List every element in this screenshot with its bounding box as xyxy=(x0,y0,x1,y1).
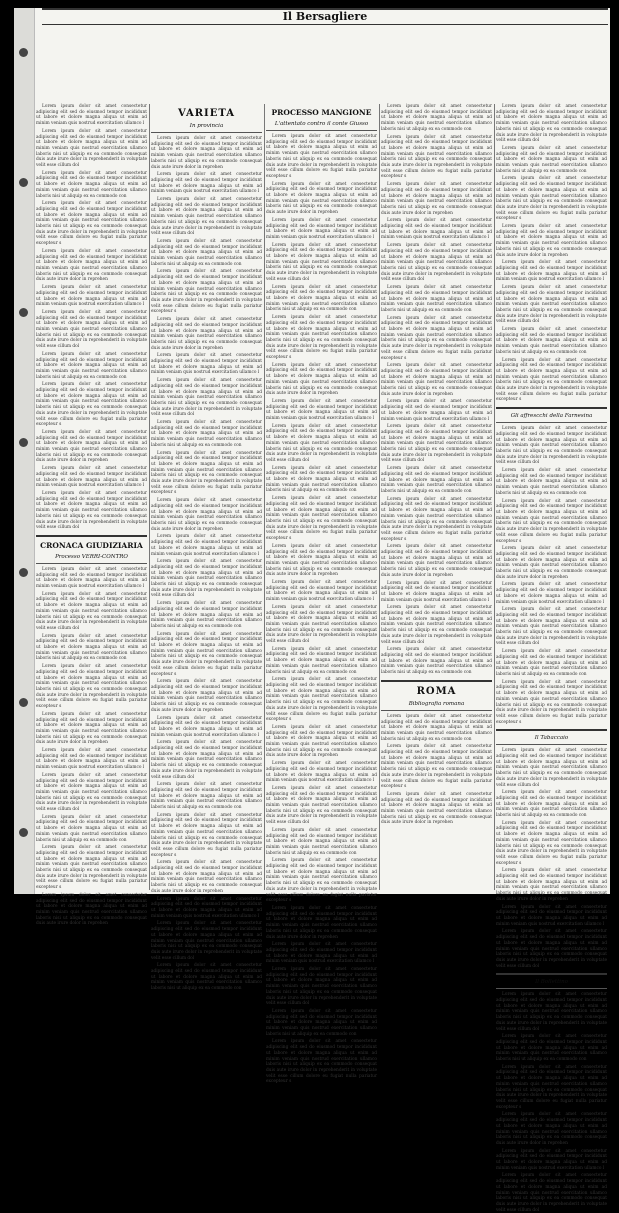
text-paragraph: Lorem ipsum dolor sit amet consectetur adipiscing elit sed do eiusmod tempor incididunt ut labore et dolore magna aliqua ut enim ad minim veniam quis nostrud exercitation ullamco laboris nisi ut aliquip ex ea commodo consequat duis aute irure dolor in reprehen xyxy=(151,679,262,713)
text-paragraph: Lorem ipsum dolor sit amet consectetur adipiscing elit sed do eiusmod tempor incididunt ut labore et dolore magna aliqua ut enim ad minim veniam quis nostrud exercitation ullamco laboris nisi ut aliquip ex ea commodo consequat duis aute irure dolor in reprehenderit in voluptate velit esse cillum dol xyxy=(36,491,147,531)
text-paragraph: Lorem ipsum dolor sit amet consectetur adipiscing elit sed do eiusmod tempor incididunt ut labore et dolore magna aliqua ut enim ad minim veniam quis nostrud exercitation ullamco laboris nisi ut aliquip ex ea commodo consequat duis aute irure dolor in reprehen xyxy=(36,248,147,283)
text-paragraph: Lorem ipsum dolor sit amet consectetur adipiscing elit sed do eiusmod tempor incididunt ut labore et dolore magna aliqua ut enim ad minim veniam quis nostrud exercitation ullamco laboris nisi ut aliquip ex ea commodo consequat duis aute irure dolor in reprehenderit in voluptate velit esse cillum dol xyxy=(151,378,262,418)
binding-hole xyxy=(19,828,28,837)
text-paragraph: Lorem ipsum dolor sit amet consectetur adipiscing elit sed do eiusmod tempor incididunt ut labore et dolore magna aliqua ut enim ad minim veniam quis nostrud exercitation ullamco laboris nisi ut aliquip ex ea commodo consequat duis aute irure dolor in reprehenderit in voluptate velit esse cillum dolore eu fugiat nulla pariatur excepteur s xyxy=(266,134,377,179)
text-paragraph: Lorem ipsum dolor sit amet consectetur adipiscing elit sed do eiusmod tempor incididunt ut labore et dolore magna aliqua ut enim ad minim veniam quis nostrud exercitation ullamco laboris nisi ut aliquip ex ea commodo consequat duis aute irure dolor in reprehenderit in voluptate velit esse cillum dol xyxy=(496,104,607,144)
text-paragraph: Lorem ipsum dolor sit amet consectetur adipiscing elit sed do eiusmod tempor incididunt ut labore et dolore magna aliqua ut enim ad minim veniam quis nostrud exercitation ullamco laboris nisi ut aliquip ex ea commodo consequat duis aute irure dolor in reprehenderit in voluptate velit esse cillum dol xyxy=(381,605,492,645)
text-paragraph: Lorem ipsum dolor sit amet consectetur adipiscing elit sed do eiusmod tempor incididunt ut labore et dolore magna aliqua ut enim ad minim veniam quis nostrud exercitation ullamco l xyxy=(381,580,492,603)
text-paragraph: Lorem ipsum dolor sit amet consectetur adipiscing elit sed do eiusmod tempor incididunt ut labore et dolore magna aliqua ut enim ad minim veniam quis nostrud exercitation ullamco laboris nisi ut aliquip ex ea commodo con xyxy=(151,238,262,267)
text-paragraph: Lorem ipsum dolor sit amet consectetur adipiscing elit sed do eiusmod tempor incididunt ut labore et dolore magna aliqua ut enim ad minim veniam quis nostrud exercitation ullamco laboris nisi ut aliquip ex ea commodo consequat duis aute irure dolor in reprehenderit in voluptate velit esse cillum dol xyxy=(36,591,147,631)
text-paragraph: Lorem ipsum dolor sit amet consectetur adipiscing elit sed do eiusmod tempor incididunt ut labore et dolore magna aliqua ut enim ad minim veniam quis nostrud exercitation ullamco laboris nisi ut aliquip ex ea commodo con xyxy=(36,351,147,380)
binding-hole xyxy=(19,568,28,577)
section-heading: ROMA xyxy=(416,685,457,697)
text-paragraph: Lorem ipsum dolor sit amet consectetur adipiscing elit sed do eiusmod tempor incididunt ut labore et dolore magna aliqua ut enim ad minim veniam quis nostrud exercitation ullamco laboris nisi ut aliquip ex ea commodo consequat duis aute irure dolor in reprehenderit in voluptate velit esse cillum dol xyxy=(266,242,377,282)
text-paragraph: Lorem ipsum dolor sit amet consectetur adipiscing elit sed do eiusmod tempor incididunt ut labore et dolore magna aliqua ut enim ad minim veniam quis nostrud exercitation ullamco laboris nisi ut aliquip ex ea commodo con xyxy=(496,649,607,677)
text-paragraph: Lorem ipsum dolor sit amet consectetur adipiscing elit sed do eiusmod tempor incididunt ut labore et dolore magna aliqua ut enim ad minim veniam quis nostrud exercitation ullamco laboris nisi ut aliquip ex ea commodo consequat duis aute irure dolor in reprehen xyxy=(266,181,377,216)
header-rule-bottom xyxy=(42,24,608,25)
text-paragraph: Lorem ipsum dolor sit amet consectetur adipiscing elit sed do eiusmod tempor incididunt ut labore et dolore magna aliqua ut enim ad minim veniam quis nostrud exercitation ullamco laboris nisi ut aliquip ex ea commodo consequat duis aute irure dolor in reprehenderit in voluptate velit esse cillum dolore eu fugiat nulla pariatur excepteur s xyxy=(36,664,147,710)
text-paragraph: Lorem ipsum dolor sit amet consectetur adipiscing elit sed do eiusmod tempor incididunt ut labore et dolore magna aliqua ut enim ad minim veniam quis nostrud exercitation ullamco laboris nisi ut aliquip ex ea commodo consequat duis aute irure dolor in reprehenderit in voluptate velit esse cillum dol xyxy=(266,423,377,463)
text-paragraph: Lorem ipsum dolor sit amet consectetur adipiscing elit sed do eiusmod tempor incididunt ut labore et dolore magna aliqua ut enim ad minim veniam quis nostrud exercitation ullamco laboris nisi ut aliquip ex ea commodo consequat duis aute irure dolor in reprehenderit in voluptate velit esse cillum dolore eu fugiat nulla pariatur excepteur s xyxy=(381,315,492,361)
section-subheading: Processo VERRI-CONTRO xyxy=(55,553,128,560)
text-paragraph: Lorem ipsum dolor sit amet consectetur adipiscing elit sed do eiusmod tempor incididunt ut labore et dolore magna aliqua ut enim ad minim veniam quis nostrud exercitation ullamco laboris nisi ut aliquip ex ea commodo con xyxy=(381,285,492,313)
heading-rule xyxy=(496,988,607,989)
text-paragraph: Lorem ipsum dolor sit amet consectetur adipiscing elit sed do eiusmod tempor incididunt ut labore et dolore magna aliqua ut enim ad minim veniam quis nostrud exercitation ullamco l xyxy=(496,260,607,283)
text-paragraph: Lorem ipsum dolor sit amet consectetur adipiscing elit sed do eiusmod tempor incididunt ut labore et dolore magna aliqua ut enim ad minim veniam quis nostrud exercitation ullamco laboris nisi ut aliquip ex ea commodo con xyxy=(266,465,377,494)
text-paragraph: Lorem ipsum dolor sit amet consectetur adipiscing elit sed do eiusmod tempor incididunt ut labore et dolore magna aliqua ut enim ad minim veniam quis nostrud exercitation ullamco laboris nisi ut aliquip ex ea commodo consequat duis aute irure dolor in reprehen xyxy=(36,892,147,927)
text-paragraph: Lorem ipsum dolor sit amet consectetur adipiscing elit sed do eiusmod tempor incididunt ut labore et dolore magna aliqua ut enim ad minim veniam quis nostrud exercitation ullamco laboris nisi ut aliquip ex ea commodo con xyxy=(151,963,262,992)
binding-hole xyxy=(19,178,28,187)
column-3 xyxy=(266,104,377,1085)
text-paragraph: Lorem ipsum dolor sit amet consectetur adipiscing elit sed do eiusmod tempor incididunt ut labore et dolore magna aliqua ut enim ad minim veniam quis nostrud exercitation ullamco laboris nisi ut aliquip ex ea commodo con xyxy=(381,466,492,494)
text-paragraph: Lorem ipsum dolor sit amet consectetur adipiscing elit sed do eiusmod tempor incididunt ut labore et dolore magna aliqua ut enim ad minim veniam quis nostrud exercitation ullamco laboris nisi ut aliquip ex ea commodo consequat duis aute irure dolor in reprehenderit in voluptate velit esse cillum dol xyxy=(266,785,377,826)
section-subheading: In provincia xyxy=(189,123,224,129)
binding-hole xyxy=(19,48,28,57)
text-paragraph: Lorem ipsum dolor sit amet consectetur adipiscing elit sed do eiusmod tempor incididunt ut labore et dolore magna aliqua ut enim ad minim veniam quis nostrud exercitation ullamco laboris nisi ut aliquip ex ea commodo consequat duis aute irure dolor in reprehen xyxy=(151,860,262,894)
text-paragraph: Lorem ipsum dolor sit amet consectetur adipiscing elit sed do eiusmod tempor incididunt ut labore et dolore magna aliqua ut enim ad minim veniam quis nostrud exercitation ullamco laboris nisi ut aliquip ex ea commodo consequat duis aute irure dolor in reprehenderit in voluptate velit esse cillum dol xyxy=(496,929,607,969)
text-paragraph: Lorem ipsum dolor sit amet consectetur adipiscing elit sed do eiusmod tempor incididunt ut labore et dolore magna aliqua ut enim ad minim veniam quis nostrud exercitation ullamco laboris nisi ut aliquip ex ea commodo con xyxy=(36,170,147,199)
text-paragraph: Lorem ipsum dolor sit amet consectetur adipiscing elit sed do eiusmod tempor incididunt ut labore et dolore magna aliqua ut enim ad minim veniam quis nostrud exercitation ullamco laboris nisi ut aliquip ex ea commodo con xyxy=(496,1034,607,1063)
text-paragraph: Lorem ipsum dolor sit amet consectetur adipiscing elit sed do eiusmod tempor incididunt ut labore et dolore magna aliqua ut enim ad minim veniam quis nostrud exercitation ullamco laboris nisi ut aliquip ex ea commodo consequat duis aute irure dolor in reprehenderit in voluptate velit esse cillum dol xyxy=(381,424,492,464)
text-paragraph: Lorem ipsum dolor sit amet consectetur adipiscing elit sed do eiusmod tempor incididunt ut labore et dolore magna aliqua ut enim ad minim veniam quis nostrud exercitation ullamco laboris nisi ut aliquip ex ea commodo consequat duis aute irure dolor in reprehen xyxy=(151,136,262,170)
text-paragraph: Lorem ipsum dolor sit amet consectetur adipiscing elit sed do eiusmod tempor incididunt ut labore et dolore magna aliqua ut enim ad minim veniam quis nostrud exercitation ullamco laboris nisi ut aliquip ex ea commodo con xyxy=(266,284,377,313)
text-paragraph: Lorem ipsum dolor sit amet consectetur adipiscing elit sed do eiusmod tempor incididunt ut labore et dolore magna aliqua ut enim ad minim veniam quis nostrud exercitation ullamco l xyxy=(151,172,262,195)
text-paragraph: Lorem ipsum dolor sit amet consectetur adipiscing elit sed do eiusmod tempor incididunt ut labore et dolore magna aliqua ut enim ad minim veniam quis nostrud exercitation ullamco laboris nisi ut aliquip ex ea commodo consequat duis aute irure dolor in reprehenderit in voluptate velit esse cillum dol xyxy=(151,921,262,961)
text-paragraph: Lorem ipsum dolor sit amet consectetur adipiscing elit sed do eiusmod tempor incididunt ut labore et dolore magna aliqua ut enim ad minim veniam quis nostrud exercitation ullamco laboris nisi ut aliquip ex ea commodo consequat duis aute irure dolor in reprehenderit in voluptate velit esse cillum dolore eu fugiat nulla pariatur excepteur s xyxy=(266,1039,377,1085)
text-paragraph: Lorem ipsum dolor sit amet consectetur adipiscing elit sed do eiusmod tempor incididunt ut labore et dolore magna aliqua ut enim ad minim veniam quis nostrud exercitation ullamco laboris nisi ut aliquip ex ea commodo consequat duis aute irure dolor in reprehenderit in voluptate velit esse cillum dol xyxy=(496,607,607,647)
text-paragraph: Lorem ipsum dolor sit amet consectetur adipiscing elit sed do eiusmod tempor incididunt ut labore et dolore magna aliqua ut enim ad minim veniam quis nostrud exercitation ullamco laboris nisi ut aliquip ex ea commodo con xyxy=(266,646,377,675)
text-paragraph: Lorem ipsum dolor sit amet consectetur adipiscing elit sed do eiusmod tempor incididunt ut labore et dolore magna aliqua ut enim ad minim veniam quis nostrud exercitation ullamco l xyxy=(151,896,262,919)
text-paragraph: Lorem ipsum dolor sit amet consectetur adipiscing elit sed do eiusmod tempor incididunt ut labore et dolore magna aliqua ut enim ad minim veniam quis nostrud exercitation ullamco l xyxy=(36,104,147,127)
text-paragraph: Lorem ipsum dolor sit amet consectetur adipiscing elit sed do eiusmod tempor incididunt ut labore et dolore magna aliqua ut enim ad minim veniam quis nostrud exercitation ullamco laboris nisi ut aliquip ex ea commodo consequat duis aute irure dolor in reprehenderit in voluptate velit esse cillum dol xyxy=(496,992,607,1032)
text-paragraph: Lorem ipsum dolor sit amet consectetur adipiscing elit sed do eiusmod tempor incididunt ut labore et dolore magna aliqua ut enim ad minim veniam quis nostrud exercitation ullamco laboris nisi ut aliquip ex ea commodo con xyxy=(151,420,262,448)
page-header xyxy=(42,8,608,100)
text-paragraph: Lorem ipsum dolor sit amet consectetur adipiscing elit sed do eiusmod tempor incididunt ut labore et dolore magna aliqua ut enim ad minim veniam quis nostrud exercitation ullamco laboris nisi ut aliquip ex ea commodo con xyxy=(266,1008,377,1037)
text-paragraph: Lorem ipsum dolor sit amet consectetur adipiscing elit sed do eiusmod tempor incididunt ut labore et dolore magna aliqua ut enim ad minim veniam quis nostrud exercitation ullamco laboris nisi ut aliquip ex ea commodo con xyxy=(496,145,607,174)
text-paragraph: Lorem ipsum dolor sit amet consectetur adipiscing elit sed do eiusmod tempor incididunt ut labore et dolore magna aliqua ut enim ad minim veniam quis nostrud exercitation ullamco laboris nisi ut aliquip ex ea commodo con xyxy=(36,633,147,662)
text-paragraph: Lorem ipsum dolor sit amet consectetur adipiscing elit sed do eiusmod tempor incididunt ut labore et dolore magna aliqua ut enim ad minim veniam quis nostrud exercitation ullamco laboris nisi ut aliquip ex ea commodo consequat duis aute irure dolor in reprehenderit in voluptate velit esse cillum dol xyxy=(496,426,607,466)
text-paragraph: Lorem ipsum dolor sit amet consectetur adipiscing elit sed do eiusmod tempor incididunt ut labore et dolore magna aliqua ut enim ad minim veniam quis nostrud exercitation ullamco laboris nisi ut aliquip ex ea commodo consequat duis aute irure dolor in reprehen xyxy=(266,362,377,397)
column-1 xyxy=(36,104,147,927)
text-paragraph: Lorem ipsum dolor sit amet consectetur adipiscing elit sed do eiusmod tempor incididunt ut labore et dolore magna aliqua ut enim ad minim veniam quis nostrud exercitation ullamco l xyxy=(36,748,147,771)
text-paragraph: Lorem ipsum dolor sit amet consectetur adipiscing elit sed do eiusmod tempor incididunt ut labore et dolore magna aliqua ut enim ad minim veniam quis nostrud exercitation ullamco laboris nisi ut aliquip ex ea commodo consequat duis aute irure dolor in reprehenderit in voluptate velit esse cillum dol xyxy=(36,772,147,813)
text-paragraph: Lorem ipsum dolor sit amet consectetur adipiscing elit sed do eiusmod tempor incididunt ut labore et dolore magna aliqua ut enim ad minim veniam quis nostrud exercitation ullamco laboris nisi ut aliquip ex ea commodo consequat duis aute irure dolor in reprehenderit in voluptate velit esse cillum dol xyxy=(151,559,262,599)
binding-strip xyxy=(14,8,35,894)
text-paragraph: Lorem ipsum dolor sit amet consectetur adipiscing elit sed do eiusmod tempor incididunt ut labore et dolore magna aliqua ut enim ad minim veniam quis nostrud exercitation ullamco laboris nisi ut aliquip ex ea commodo consequat duis aute irure dolor in reprehenderit in voluptate velit esse cillum dolore eu fugiat nulla pariatur excepteur s xyxy=(496,1064,607,1110)
text-paragraph: Lorem ipsum dolor sit amet consectetur adipiscing elit sed do eiusmod tempor incididunt ut labore et dolore magna aliqua ut enim ad minim veniam quis nostrud exercitation ullamco laboris nisi ut aliquip ex ea commodo consequat duis aute irure dolor in reprehen xyxy=(266,906,377,940)
text-paragraph: Lorem ipsum dolor sit amet consectetur adipiscing elit sed do eiusmod tempor incididunt ut labore et dolore magna aliqua ut enim ad minim veniam quis nostrud exercitation ullamco laboris nisi ut aliquip ex ea commodo con xyxy=(496,468,607,496)
column-rule xyxy=(379,104,380,890)
text-paragraph: Lorem ipsum dolor sit amet consectetur adipiscing elit sed do eiusmod tempor incididunt ut labore et dolore magna aliqua ut enim ad minim veniam quis nostrud exercitation ullamco laboris nisi ut aliquip ex ea commodo consequat duis aute irure dolor in reprehen xyxy=(381,544,492,578)
heading-rule xyxy=(381,710,492,711)
section-subheading: L'attentato contro il conte Giusso xyxy=(274,121,369,127)
text-paragraph: Lorem ipsum dolor sit amet consectetur adipiscing elit sed do eiusmod tempor incididunt ut labore et dolore magna aliqua ut enim ad minim veniam quis nostrud exercitation ullamco laboris nisi ut aliquip ex ea commodo consequat duis aute irure dolor in reprehen xyxy=(496,868,607,902)
text-paragraph: Lorem ipsum dolor sit amet consectetur adipiscing elit sed do eiusmod tempor incididunt ut labore et dolore magna aliqua ut enim ad minim veniam quis nostrud exercitation ullamco l xyxy=(36,466,147,489)
text-paragraph: Lorem ipsum dolor sit amet consectetur adipiscing elit sed do eiusmod tempor incididunt ut labore et dolore magna aliqua ut enim ad minim veniam quis nostrud exercitation ullamco laboris nisi ut aliquip ex ea commodo consequat duis aute irure dolor in reprehenderit in voluptate velit esse cillum dolore eu fugiat nulla pariatur excepteur s xyxy=(496,176,607,222)
section-divider xyxy=(496,407,607,409)
text-paragraph: Lorem ipsum dolor sit amet consectetur adipiscing elit sed do eiusmod tempor incididunt ut labore et dolore magna aliqua ut enim ad minim veniam quis nostrud exercitation ullamco l xyxy=(36,566,147,590)
text-paragraph: Lorem ipsum dolor sit amet consectetur adipiscing elit sed do eiusmod tempor incididunt ut labore et dolore magna aliqua ut enim ad minim veniam quis nostrud exercitation ullamco l xyxy=(381,399,492,422)
text-paragraph: Lorem ipsum dolor sit amet consectetur adipiscing elit sed do eiusmod tempor incididunt ut labore et dolore magna aliqua ut enim ad minim veniam quis nostrud exercitation ullamco laboris nisi ut aliquip ex ea commodo consequat duis aute irure dolor in reprehen xyxy=(381,182,492,216)
text-paragraph: Lorem ipsum dolor sit amet consectetur adipiscing elit sed do eiusmod tempor incididunt ut labore et dolore magna aliqua ut enim ad minim veniam quis nostrud exercitation ullamco l xyxy=(266,398,377,422)
text-paragraph: Lorem ipsum dolor sit amet consectetur adipiscing elit sed do eiusmod tempor incididunt ut labore et dolore magna aliqua ut enim ad minim veniam quis nostrud exercitation ullamco l xyxy=(151,353,262,376)
text-paragraph: Lorem ipsum dolor sit amet consectetur adipiscing elit sed do eiusmod tempor incididunt ut labore et dolore magna aliqua ut enim ad minim veniam quis nostrud exercitation ullamco laboris nisi ut aliquip ex ea commodo consequat duis aute irure dolor in reprehenderit in voluptate velit esse cillum dolore eu fugiat nulla pariatur excepteur s xyxy=(151,269,262,315)
section-divider xyxy=(496,729,607,731)
text-paragraph: Lorem ipsum dolor sit amet consectetur adipiscing elit sed do eiusmod tempor incididunt ut labore et dolore magna aliqua ut enim ad minim veniam quis nostrud exercitation ullamco laboris nisi ut aliquip ex ea commodo consequat duis aute irure dolor in reprehen xyxy=(36,711,147,746)
text-paragraph: Lorem ipsum dolor sit amet consectetur adipiscing elit sed do eiusmod tempor incididunt ut labore et dolore magna aliqua ut enim ad minim veniam quis nostrud exercitation ullamco laboris nisi ut aliquip ex ea commodo consequat duis aute irure dolor in reprehen xyxy=(151,498,262,532)
column-2 xyxy=(151,104,262,992)
text-paragraph: Lorem ipsum dolor sit amet consectetur adipiscing elit sed do eiusmod tempor incididunt ut labore et dolore magna aliqua ut enim ad minim veniam quis nostrud exercitation ullamco laboris nisi ut aliquip ex ea commodo consequat duis aute irure dolor in reprehenderit in voluptate velit esse cillum dolore eu fugiat nulla pariatur excepteur s xyxy=(496,820,607,866)
heading-rule xyxy=(151,132,262,133)
text-paragraph: Lorem ipsum dolor sit amet consectetur adipiscing elit sed do eiusmod tempor incididunt ut labore et dolore magna aliqua ut enim ad minim veniam quis nostrud exercitation ullamco laboris nisi ut aliquip ex ea commodo consequat duis aute irure dolor in reprehenderit in voluptate velit esse cillum dolore eu fugiat nulla pariatur excepteur s xyxy=(266,496,377,542)
text-paragraph: Lorem ipsum dolor sit amet consectetur adipiscing elit sed do eiusmod tempor incididunt ut labore et dolore magna aliqua ut enim ad minim veniam quis nostrud exercitation ullamco l xyxy=(151,534,262,557)
text-paragraph: Lorem ipsum dolor sit amet consectetur adipiscing elit sed do eiusmod tempor incididunt ut labore et dolore magna aliqua ut enim ad minim veniam quis nostrud exercitation ullamco l xyxy=(496,582,607,605)
text-paragraph: Lorem ipsum dolor sit amet consectetur adipiscing elit sed do eiusmod tempor incididunt ut labore et dolore magna aliqua ut enim ad minim veniam quis nostrud exercitation ullamco l xyxy=(381,218,492,241)
section-divider xyxy=(381,680,492,682)
section-heading: Gli affrescchi della Farnesina xyxy=(510,413,593,420)
text-paragraph: Lorem ipsum dolor sit amet consectetur adipiscing elit sed do eiusmod tempor incididunt ut labore et dolore magna aliqua ut enim ad minim veniam quis nostrud exercitation ullamco laboris nisi ut aliquip ex ea commodo consequat duis aute irure dolor in reprehen xyxy=(496,1112,607,1146)
text-paragraph: Lorem ipsum dolor sit amet consectetur adipiscing elit sed do eiusmod tempor incididunt ut labore et dolore magna aliqua ut enim ad minim veniam quis nostrud exercitation ullamco laboris nisi ut aliquip ex ea commodo consequat duis aute irure dolor in reprehenderit in voluptate velit esse cillum dolore eu fugiat nulla pariatur excepteur s xyxy=(36,845,147,891)
text-paragraph: Lorem ipsum dolor sit amet consectetur adipiscing elit sed do eiusmod tempor incididunt ut labore et dolore magna aliqua ut enim ad minim veniam quis nostrud exercitation ullamco laboris nisi ut aliquip ex ea commodo consequat duis aute irure dolor in reprehen xyxy=(266,543,377,578)
newspaper-page xyxy=(14,8,610,1213)
text-paragraph: Lorem ipsum dolor sit amet consectetur adipiscing elit sed do eiusmod tempor incididunt ut labore et dolore magna aliqua ut enim ad minim veniam quis nostrud exercitation ullamco l xyxy=(266,217,377,240)
section-heading: Il Tabaccaio xyxy=(534,735,569,742)
section-heading: PROCESSO MANGIONE xyxy=(271,108,372,117)
masthead: Il Bersagliere xyxy=(282,10,368,23)
text-paragraph: Lorem ipsum dolor sit amet consectetur adipiscing elit sed do eiusmod tempor incididunt ut labore et dolore magna aliqua ut enim ad minim veniam quis nostrud exercitation ullamco laboris nisi ut aliquip ex ea commodo consequat duis aute irure dolor in reprehenderit in voluptate velit esse cillum dolore eu fugiat nulla pariatur excepteur s xyxy=(36,201,147,247)
text-paragraph: Lorem ipsum dolor sit amet consectetur adipiscing elit sed do eiusmod tempor incididunt ut labore et dolore magna aliqua ut enim ad minim veniam quis nostrud exercitation ullamco laboris nisi ut aliquip ex ea commodo consequat duis aute irure dolor in reprehen xyxy=(381,791,492,826)
text-paragraph: Lorem ipsum dolor sit amet consectetur adipiscing elit sed do eiusmod tempor incididunt ut labore et dolore magna aliqua ut enim ad minim veniam quis nostrud exercitation ullamco laboris nisi ut aliquip ex ea commodo con xyxy=(151,782,262,811)
text-paragraph: Lorem ipsum dolor sit amet consectetur adipiscing elit sed do eiusmod tempor incididunt ut labore et dolore magna aliqua ut enim ad minim veniam quis nostrud exercitation ullamco l xyxy=(496,1148,607,1171)
heading-rule xyxy=(266,130,377,131)
section-divider xyxy=(36,535,147,537)
text-paragraph: Lorem ipsum dolor sit amet consectetur adipiscing elit sed do eiusmod tempor incididunt ut labore et dolore magna aliqua ut enim ad minim veniam quis nostrud exercitation ullamco laboris nisi ut aliquip ex ea commodo consequat duis aute irure dolor in reprehenderit in voluptate velit esse cillum dolore eu fugiat nulla pariatur excepteur s xyxy=(151,631,262,677)
text-paragraph: Lorem ipsum dolor sit amet consectetur adipiscing elit sed do eiusmod tempor incididunt ut labore et dolore magna aliqua ut enim ad minim veniam quis nostrud exercitation ullamco l xyxy=(496,904,607,927)
text-paragraph: Lorem ipsum dolor sit amet consectetur adipiscing elit sed do eiusmod tempor incididunt ut labore et dolore magna aliqua ut enim ad minim veniam quis nostrud exercitation ullamco l xyxy=(266,580,377,603)
text-paragraph: Lorem ipsum dolor sit amet consectetur adipiscing elit sed do eiusmod tempor incididunt ut labore et dolore magna aliqua ut enim ad minim veniam quis nostrud exercitation ullamco laboris nisi ut aliquip ex ea commodo consequat duis aute irure dolor in reprehenderit in voluptate velit esse cillum dol xyxy=(496,1173,607,1213)
heading-rule xyxy=(496,422,607,423)
column-5 xyxy=(496,104,607,1213)
text-paragraph: Lorem ipsum dolor sit amet consectetur adipiscing elit sed do eiusmod tempor incididunt ut labore et dolore magna aliqua ut enim ad minim veniam quis nostrud exercitation ullamco laboris nisi ut aliquip ex ea commodo consequat duis aute irure dolor in reprehen xyxy=(496,224,607,258)
text-paragraph: Lorem ipsum dolor sit amet consectetur adipiscing elit sed do eiusmod tempor incididunt ut labore et dolore magna aliqua ut enim ad minim veniam quis nostrud exercitation ullamco l xyxy=(266,761,377,784)
column-4 xyxy=(381,104,492,890)
heading-rule xyxy=(496,744,607,745)
text-paragraph: Lorem ipsum dolor sit amet consectetur adipiscing elit sed do eiusmod tempor incididunt ut labore et dolore magna aliqua ut enim ad minim veniam quis nostrud exercitation ullamco laboris nisi ut aliquip ex ea commodo consequat duis aute irure dolor in reprehenderit in voluptate velit esse cillum dol xyxy=(266,967,377,1007)
column-rule xyxy=(264,104,265,890)
text-paragraph: Lorem ipsum dolor sit amet consectetur adipiscing elit sed do eiusmod tempor incididunt ut labore et dolore magna aliqua ut enim ad minim veniam quis nostrud exercitation ullamco laboris nisi ut aliquip ex ea commodo consequat duis aute irure dolor in reprehenderit in voluptate velit esse cillum dolore eu fugiat nulla pariatur excepteur s xyxy=(381,744,492,790)
text-paragraph: Lorem ipsum dolor sit amet consectetur adipiscing elit sed do eiusmod tempor incididunt ut labore et dolore magna aliqua ut enim ad minim veniam quis nostrud exercitation ullamco l xyxy=(266,942,377,965)
text-paragraph: Lorem ipsum dolor sit amet consectetur adipiscing elit sed do eiusmod tempor incididunt ut labore et dolore magna aliqua ut enim ad minim veniam quis nostrud exercitation ullamco laboris nisi ut aliquip ex ea commodo consequat duis aute irure dolor in reprehenderit in voluptate velit esse cillum dolore eu fugiat nulla pariatur excepteur s xyxy=(151,812,262,858)
text-paragraph: Lorem ipsum dolor sit amet consectetur adipiscing elit sed do eiusmod tempor incididunt ut labore et dolore magna aliqua ut enim ad minim veniam quis nostrud exercitation ullamco laboris nisi ut aliquip ex ea commodo consequat duis aute irure dolor in reprehenderit in voluptate velit esse cillum dol xyxy=(266,604,377,645)
text-paragraph: Lorem ipsum dolor sit amet consectetur adipiscing elit sed do eiusmod tempor incididunt ut labore et dolore magna aliqua ut enim ad minim veniam quis nostrud exercitation ullamco laboris nisi ut aliquip ex ea commodo consequat duis aute irure dolor in reprehenderit in voluptate velit esse cillum dolore eu fugiat nulla pariatur excepteur s xyxy=(496,498,607,544)
text-paragraph: Lorem ipsum dolor sit amet consectetur adipiscing elit sed do eiusmod tempor incididunt ut labore et dolore magna aliqua ut enim ad minim veniam quis nostrud exercitation ullamco laboris nisi ut aliquip ex ea commodo consequat duis aute irure dolor in reprehenderit in voluptate velit esse cillum dolore eu fugiat nulla pariatur excepteur s xyxy=(151,450,262,496)
text-paragraph: Lorem ipsum dolor sit amet consectetur adipiscing elit sed do eiusmod tempor incididunt ut labore et dolore magna aliqua ut enim ad minim veniam quis nostrud exercitation ullamco laboris nisi ut aliquip ex ea commodo consequat duis aute irure dolor in reprehenderit in voluptate velit esse cillum dolore eu fugiat nulla pariatur excepteur s xyxy=(496,357,607,403)
text-paragraph: Lorem ipsum dolor sit amet consectetur adipiscing elit sed do eiusmod tempor incididunt ut labore et dolore magna aliqua ut enim ad minim veniam quis nostrud exercitation ullamco laboris nisi ut aliquip ex ea commodo con xyxy=(36,814,147,843)
section-heading: CRONACA GIUDIZIARIA xyxy=(40,540,143,550)
binding-hole xyxy=(19,308,28,317)
text-paragraph: Lorem ipsum dolor sit amet consectetur adipiscing elit sed do eiusmod tempor incididunt ut labore et dolore magna aliqua ut enim ad minim veniam quis nostrud exercitation ullamco laboris nisi ut aliquip ex ea commodo con xyxy=(381,713,492,742)
text-paragraph: Lorem ipsum dolor sit amet consectetur adipiscing elit sed do eiusmod tempor incididunt ut labore et dolore magna aliqua ut enim ad minim veniam quis nostrud exercitation ullamco laboris nisi ut aliquip ex ea commodo con xyxy=(381,104,492,132)
section-heading: VARIETA xyxy=(177,108,235,119)
column-rule xyxy=(149,104,150,890)
text-paragraph: Lorem ipsum dolor sit amet consectetur adipiscing elit sed do eiusmod tempor incididunt ut labore et dolore magna aliqua ut enim ad minim veniam quis nostrud exercitation ullamco laboris nisi ut aliquip ex ea commodo consequat duis aute irure dolor in reprehenderit in voluptate velit esse cillum dolore eu fugiat nulla pariatur excepteur s xyxy=(381,134,492,180)
text-paragraph: Lorem ipsum dolor sit amet consectetur adipiscing elit sed do eiusmod tempor incididunt ut labore et dolore magna aliqua ut enim ad minim veniam quis nostrud exercitation ullamco laboris nisi ut aliquip ex ea commodo consequat duis aute irure dolor in reprehenderit in voluptate velit esse cillum dol xyxy=(151,197,262,237)
text-paragraph: Lorem ipsum dolor sit amet consectetur adipiscing elit sed do eiusmod tempor incididunt ut labore et dolore magna aliqua ut enim ad minim veniam quis nostrud exercitation ullamco laboris nisi ut aliquip ex ea commodo con xyxy=(496,327,607,355)
section-subheading: Bibliografia romana xyxy=(408,700,465,707)
text-paragraph: Lorem ipsum dolor sit amet consectetur adipiscing elit sed do eiusmod tempor incididunt ut labore et dolore magna aliqua ut enim ad minim veniam quis nostrud exercitation ullamco laboris nisi ut aliquip ex ea commodo consequat duis aute irure dolor in reprehenderit in voluptate velit esse cillum dolore eu fugiat nulla pariatur excepteur s xyxy=(266,315,377,361)
binding-hole xyxy=(19,698,28,707)
text-paragraph: Lorem ipsum dolor sit amet consectetur adipiscing elit sed do eiusmod tempor incididunt ut labore et dolore magna aliqua ut enim ad minim veniam quis nostrud exercitation ullamco laboris nisi ut aliquip ex ea commodo consequat duis aute irure dolor in reprehenderit in voluptate velit esse cillum dol xyxy=(151,740,262,780)
text-paragraph: Lorem ipsum dolor sit amet consectetur adipiscing elit sed do eiusmod tempor incididunt ut labore et dolore magna aliqua ut enim ad minim veniam quis nostrud exercitation ullamco laboris nisi ut aliquip ex ea commodo consequat duis aute irure dolor in reprehenderit in voluptate velit esse cillum dol xyxy=(36,309,147,350)
text-paragraph: Lorem ipsum dolor sit amet consectetur adipiscing elit sed do eiusmod tempor incididunt ut labore et dolore magna aliqua ut enim ad minim veniam quis nostrud exercitation ullamco l xyxy=(36,285,147,308)
text-paragraph: Lorem ipsum dolor sit amet consectetur adipiscing elit sed do eiusmod tempor incididunt ut labore et dolore magna aliqua ut enim ad minim veniam quis nostrud exercitation ullamco laboris nisi ut aliquip ex ea commodo consequat duis aute irure dolor in reprehen xyxy=(266,724,377,759)
section-heading: Il Bollettino xyxy=(535,979,568,986)
text-paragraph: Lorem ipsum dolor sit amet consectetur adipiscing elit sed do eiusmod tempor incididunt ut labore et dolore magna aliqua ut enim ad minim veniam quis nostrud exercitation ullamco laboris nisi ut aliquip ex ea commodo consequat duis aute irure dolor in reprehenderit in voluptate velit esse cillum dol xyxy=(36,128,147,169)
section-divider xyxy=(496,973,607,975)
binding-hole xyxy=(19,438,28,447)
column-area xyxy=(36,104,608,1213)
text-paragraph: Lorem ipsum dolor sit amet consectetur adipiscing elit sed do eiusmod tempor incididunt ut labore et dolore magna aliqua ut enim ad minim veniam quis nostrud exercitation ullamco laboris nisi ut aliquip ex ea commodo consequat duis aute irure dolor in reprehen xyxy=(151,317,262,351)
text-paragraph: Lorem ipsum dolor sit amet consectetur adipiscing elit sed do eiusmod tempor incididunt ut labore et dolore magna aliqua ut enim ad minim veniam quis nostrud exercitation ullamco laboris nisi ut aliquip ex ea commodo consequat duis aute irure dolor in reprehenderit in voluptate velit esse cillum dol xyxy=(496,285,607,325)
text-paragraph: Lorem ipsum dolor sit amet consectetur adipiscing elit sed do eiusmod tempor incididunt ut labore et dolore magna aliqua ut enim ad minim veniam quis nostrud exercitation ullamco l xyxy=(151,715,262,738)
text-paragraph: Lorem ipsum dolor sit amet consectetur adipiscing elit sed do eiusmod tempor incididunt ut labore et dolore magna aliqua ut enim ad minim veniam quis nostrud exercitation ullamco laboris nisi ut aliquip ex ea commodo consequat duis aute irure dolor in reprehenderit in voluptate velit esse cillum dolore eu fugiat nulla pariatur excepteur s xyxy=(381,496,492,542)
text-paragraph: Lorem ipsum dolor sit amet consectetur adipiscing elit sed do eiusmod tempor incididunt ut labore et dolore magna aliqua ut enim ad minim veniam quis nostrud exercitation ullamco laboris nisi ut aliquip ex ea commodo con xyxy=(151,601,262,629)
text-paragraph: Lorem ipsum dolor sit amet consectetur adipiscing elit sed do eiusmod tempor incididunt ut labore et dolore magna aliqua ut enim ad minim veniam quis nostrud exercitation ullamco laboris nisi ut aliquip ex ea commodo consequat duis aute irure dolor in reprehenderit in voluptate velit esse cillum dol xyxy=(381,243,492,283)
text-paragraph: Lorem ipsum dolor sit amet consectetur adipiscing elit sed do eiusmod tempor incididunt ut labore et dolore magna aliqua ut enim ad minim veniam quis nostrud exercitation ullamco laboris nisi ut aliquip ex ea commodo consequat duis aute irure dolor in reprehen xyxy=(381,363,492,397)
text-paragraph: Lorem ipsum dolor sit amet consectetur adipiscing elit sed do eiusmod tempor incididunt ut labore et dolore magna aliqua ut enim ad minim veniam quis nostrud exercitation ullamco laboris nisi ut aliquip ex ea commodo consequat duis aute irure dolor in reprehen xyxy=(36,429,147,464)
column-rule xyxy=(494,104,495,890)
text-paragraph: Lorem ipsum dolor sit amet consectetur adipiscing elit sed do eiusmod tempor incididunt ut labore et dolore magna aliqua ut enim ad minim veniam quis nostrud exercitation ullamco laboris nisi ut aliquip ex ea commodo con xyxy=(381,647,492,676)
text-paragraph: Lorem ipsum dolor sit amet consectetur adipiscing elit sed do eiusmod tempor incididunt ut labore et dolore magna aliqua ut enim ad minim veniam quis nostrud exercitation ullamco laboris nisi ut aliquip ex ea commodo consequat duis aute irure dolor in reprehenderit in voluptate velit esse cillum dolore eu fugiat nulla pariatur excepteur s xyxy=(266,858,377,904)
text-paragraph: Lorem ipsum dolor sit amet consectetur adipiscing elit sed do eiusmod tempor incididunt ut labore et dolore magna aliqua ut enim ad minim veniam quis nostrud exercitation ullamco laboris nisi ut aliquip ex ea commodo con xyxy=(266,827,377,856)
heading-rule xyxy=(36,563,147,564)
text-paragraph: Lorem ipsum dolor sit amet consectetur adipiscing elit sed do eiusmod tempor incididunt ut labore et dolore magna aliqua ut enim ad minim veniam quis nostrud exercitation ullamco laboris nisi ut aliquip ex ea commodo consequat duis aute irure dolor in reprehenderit in voluptate velit esse cillum dolore eu fugiat nulla pariatur excepteur s xyxy=(266,677,377,723)
text-paragraph: Lorem ipsum dolor sit amet consectetur adipiscing elit sed do eiusmod tempor incididunt ut labore et dolore magna aliqua ut enim ad minim veniam quis nostrud exercitation ullamco laboris nisi ut aliquip ex ea commodo con xyxy=(496,790,607,819)
text-paragraph: Lorem ipsum dolor sit amet consectetur adipiscing elit sed do eiusmod tempor incididunt ut labore et dolore magna aliqua ut enim ad minim veniam quis nostrud exercitation ullamco laboris nisi ut aliquip ex ea commodo consequat duis aute irure dolor in reprehenderit in voluptate velit esse cillum dol xyxy=(496,748,607,788)
text-paragraph: Lorem ipsum dolor sit amet consectetur adipiscing elit sed do eiusmod tempor incididunt ut labore et dolore magna aliqua ut enim ad minim veniam quis nostrud exercitation ullamco laboris nisi ut aliquip ex ea commodo consequat duis aute irure dolor in reprehen xyxy=(496,546,607,580)
text-paragraph: Lorem ipsum dolor sit amet consectetur adipiscing elit sed do eiusmod tempor incididunt ut labore et dolore magna aliqua ut enim ad minim veniam quis nostrud exercitation ullamco laboris nisi ut aliquip ex ea commodo consequat duis aute irure dolor in reprehenderit in voluptate velit esse cillum dolore eu fugiat nulla pariatur excepteur s xyxy=(496,679,607,725)
text-paragraph: Lorem ipsum dolor sit amet consectetur adipiscing elit sed do eiusmod tempor incididunt ut labore et dolore magna aliqua ut enim ad minim veniam quis nostrud exercitation ullamco laboris nisi ut aliquip ex ea commodo consequat duis aute irure dolor in reprehenderit in voluptate velit esse cillum dolore eu fugiat nulla pariatur excepteur s xyxy=(36,382,147,428)
